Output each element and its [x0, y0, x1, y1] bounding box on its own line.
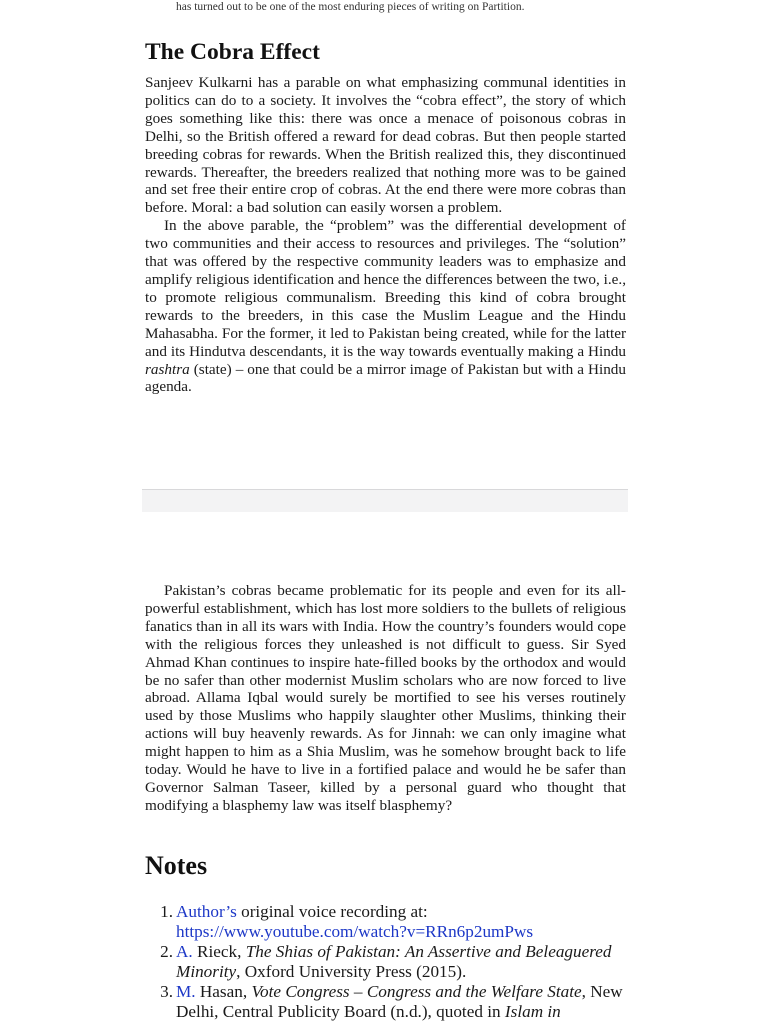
paragraph-pakistan-cobras: Pakistan’s cobras became problematic for its people and even for its all-powerful establishment, which has lost more soldiers to the bullets of religious fanatics than in all its wars with India. How the country’s founders would cope with the religious forces they unleashed is not difficult to guess. Sir Syed Ahmad Khan continues to inspire hate-filled books by the orthodox and would be no safer than other modernist Muslim scholars who are now forced to live abroad. Allama Iqbal would surely be mortified to see his verses routinely used by those Muslims who happily slaughter other Muslims, thinking their actions will buy heavenly rewards. As for Jinnah: we can only imagine what might happen to him as a Shia Muslim, was he somehow brought back to life today. Would he have to live in a fortified palace and would he be safer than Governor Salman Taseer, killed by a personal guard who thought that modifying a blasphemy law was itself blasphemy?: [145, 582, 626, 814]
note-item: [160, 982, 657, 1022]
note-link[interactable]: A.: [176, 942, 193, 961]
note-text: Rieck,: [192, 942, 246, 961]
note-link[interactable]: M.: [176, 982, 196, 1001]
note-number: 1.: [160, 902, 173, 921]
footnote-tail: [145, 0, 657, 14]
note-url-link[interactable]: https://www.youtube.com/watch?v=RRn6p2umPws: [176, 922, 534, 941]
continued-body: [145, 582, 626, 815]
section-heading: The Cobra Effect: [145, 39, 320, 65]
page-break-divider: [142, 489, 628, 512]
note-text: original voice recording at:: [236, 902, 428, 921]
notes-list: [145, 902, 657, 1022]
note-title: The Shias of Pakistan: An Assertive and Beleaguered Minority: [176, 942, 612, 981]
note-link[interactable]: Author’s: [176, 902, 237, 921]
note-item: [160, 902, 657, 942]
note-text: , Oxford University Press (2015).: [236, 962, 467, 981]
paragraph-text: In the above parable, the “problem” was the differential development of two communities and their access to resources and privileges. The “solution” that was offered by the respective community leaders was to emphasize and amplify religious identification and hence the differences between the two, i.e., to promote religious communalism. Breeding this kind of cobra brought rewards to the breeders, in this case the Muslim League and the Hindu Mahasabha. For the former, it led to Pakistan being created, while for the latter and its Hindutva descendants, it is the way towards eventually making a Hindu: [145, 217, 626, 360]
note-title: Islam in: [504, 1002, 561, 1021]
note-number: 3.: [160, 982, 173, 1001]
italic-term: rashtra: [145, 360, 190, 378]
note-title: Vote Congress – Congress and the Welfare State: [251, 982, 582, 1001]
note-text: Hasan,: [195, 982, 252, 1001]
paragraph-problem-solution: [145, 217, 626, 396]
section-body: [145, 74, 626, 396]
note-number: 2.: [160, 942, 173, 961]
footnote-line: has turned out to be one of the most enduring pieces of writing on Partition.: [176, 1, 525, 13]
notes-heading: Notes: [145, 851, 208, 880]
note-text: , New Delhi, Central Publicity Board (n.d.), quoted in: [176, 982, 623, 1021]
paragraph-cobra-parable: Sanjeev Kulkarni has a parable on what emphasizing communal identities in politics can do to a society. It involves the “cobra effect”, the story of which goes something like this: there was once a menace of poisonous cobras in Delhi, so the British offered a reward for dead cobras. But then people started breeding cobras for rewards. When the British realized this, they discontinued rewards. Thereafter, the breeders realized that nothing more was to be gained and set free their entire crop of cobras. At the end there were more cobras than before. Moral: a bad solution can easily worsen a problem.: [145, 74, 626, 217]
note-item: [160, 942, 657, 982]
paragraph-text: (state) – one that could be a mirror image of Pakistan but with a Hindu agenda.: [145, 360, 626, 396]
